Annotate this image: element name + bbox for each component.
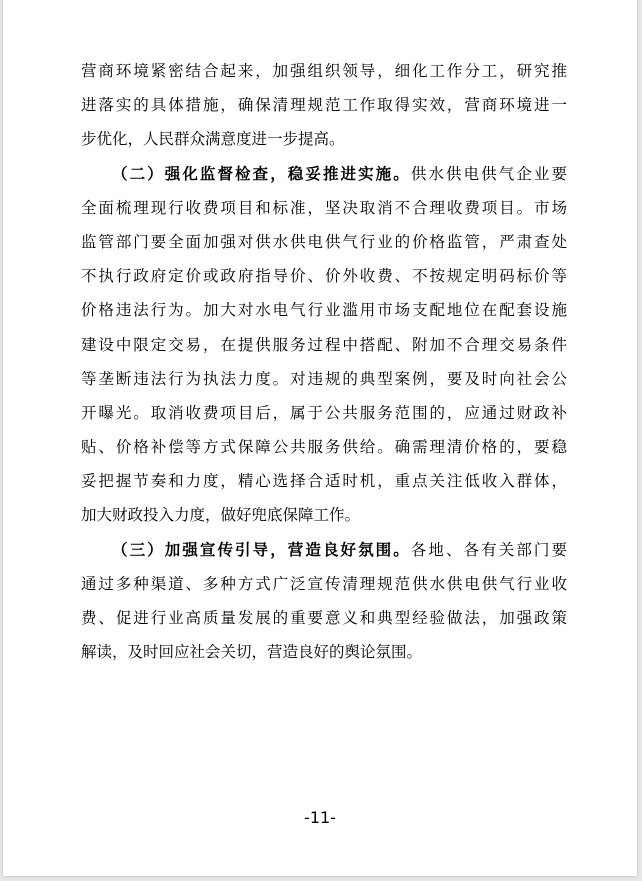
text-line: 妥把握节奏和力度，精心选择合适时机，重点关注低收入群体， — [81, 472, 567, 491]
body-text — [81, 54, 567, 669]
text-line — [81, 533, 567, 567]
text-line: 营商环境紧密结合起来，加强组织领导，细化工作分工，研究推 — [81, 62, 567, 80]
text-line: 建设中限定交易，在提供服务过程中搭配、附加不合理交易条件 — [81, 335, 567, 354]
text-run: 供水供电供气企业要 — [410, 164, 567, 183]
text-line: 步优化，人民群众满意度进一步提高。 — [81, 130, 345, 149]
text-line: 等垄断违法行为执法力度。对违规的典型案例，要及时向社会公 — [81, 369, 567, 388]
paragraph-2 — [81, 157, 567, 533]
text-line: 全面梳理现行收费项目和标准，坚决取消不合理收费项目。市场 — [81, 198, 567, 217]
section-heading-3: （三）加强宣传引导，营造良好氛围。 — [112, 539, 411, 559]
text-line: 通过多种渠道、多种方式广泛宣传清理规范供水供电供气行业收 — [81, 574, 567, 593]
text-line: 不执行政府定价或政府指导价、价外收费、不按规定明码标价等 — [81, 267, 567, 286]
text-line: 监管部门要全面加强对供水供电供气行业的价格监管，严肃查处 — [81, 232, 567, 251]
text-line: 开曝光。取消收费项目后，属于公共服务范围的，应通过财政补 — [81, 403, 567, 422]
text-line: 进落实的具体措施，确保清理规范工作取得实效，营商环境进一 — [81, 96, 567, 115]
text-line: 贴、价格补偿等方式保障公共服务供给。确需理清价格的，要稳 — [81, 438, 567, 457]
page-number: -11- — [304, 808, 336, 827]
paragraph-1 — [81, 54, 567, 157]
text-line: 解读，及时回应社会关切，营造良好的舆论氛围。 — [81, 643, 423, 662]
paragraph-3 — [81, 533, 567, 670]
text-line — [81, 157, 567, 191]
text-line: 费、促进行业高质量发展的重要意义和典型经验做法，加强政策 — [81, 609, 567, 627]
text-line: 加大财政投入力度，做好兜底保障工作。 — [81, 506, 361, 525]
text-line: 价格违法行为。加大对水电气行业滥用市场支配地位在配套设施 — [81, 301, 567, 320]
text-run: 各地、各有关部门要 — [410, 540, 567, 559]
section-heading-2: （二）强化监督检查，稳妥推进实施。 — [112, 163, 411, 183]
document-page — [3, 0, 637, 876]
